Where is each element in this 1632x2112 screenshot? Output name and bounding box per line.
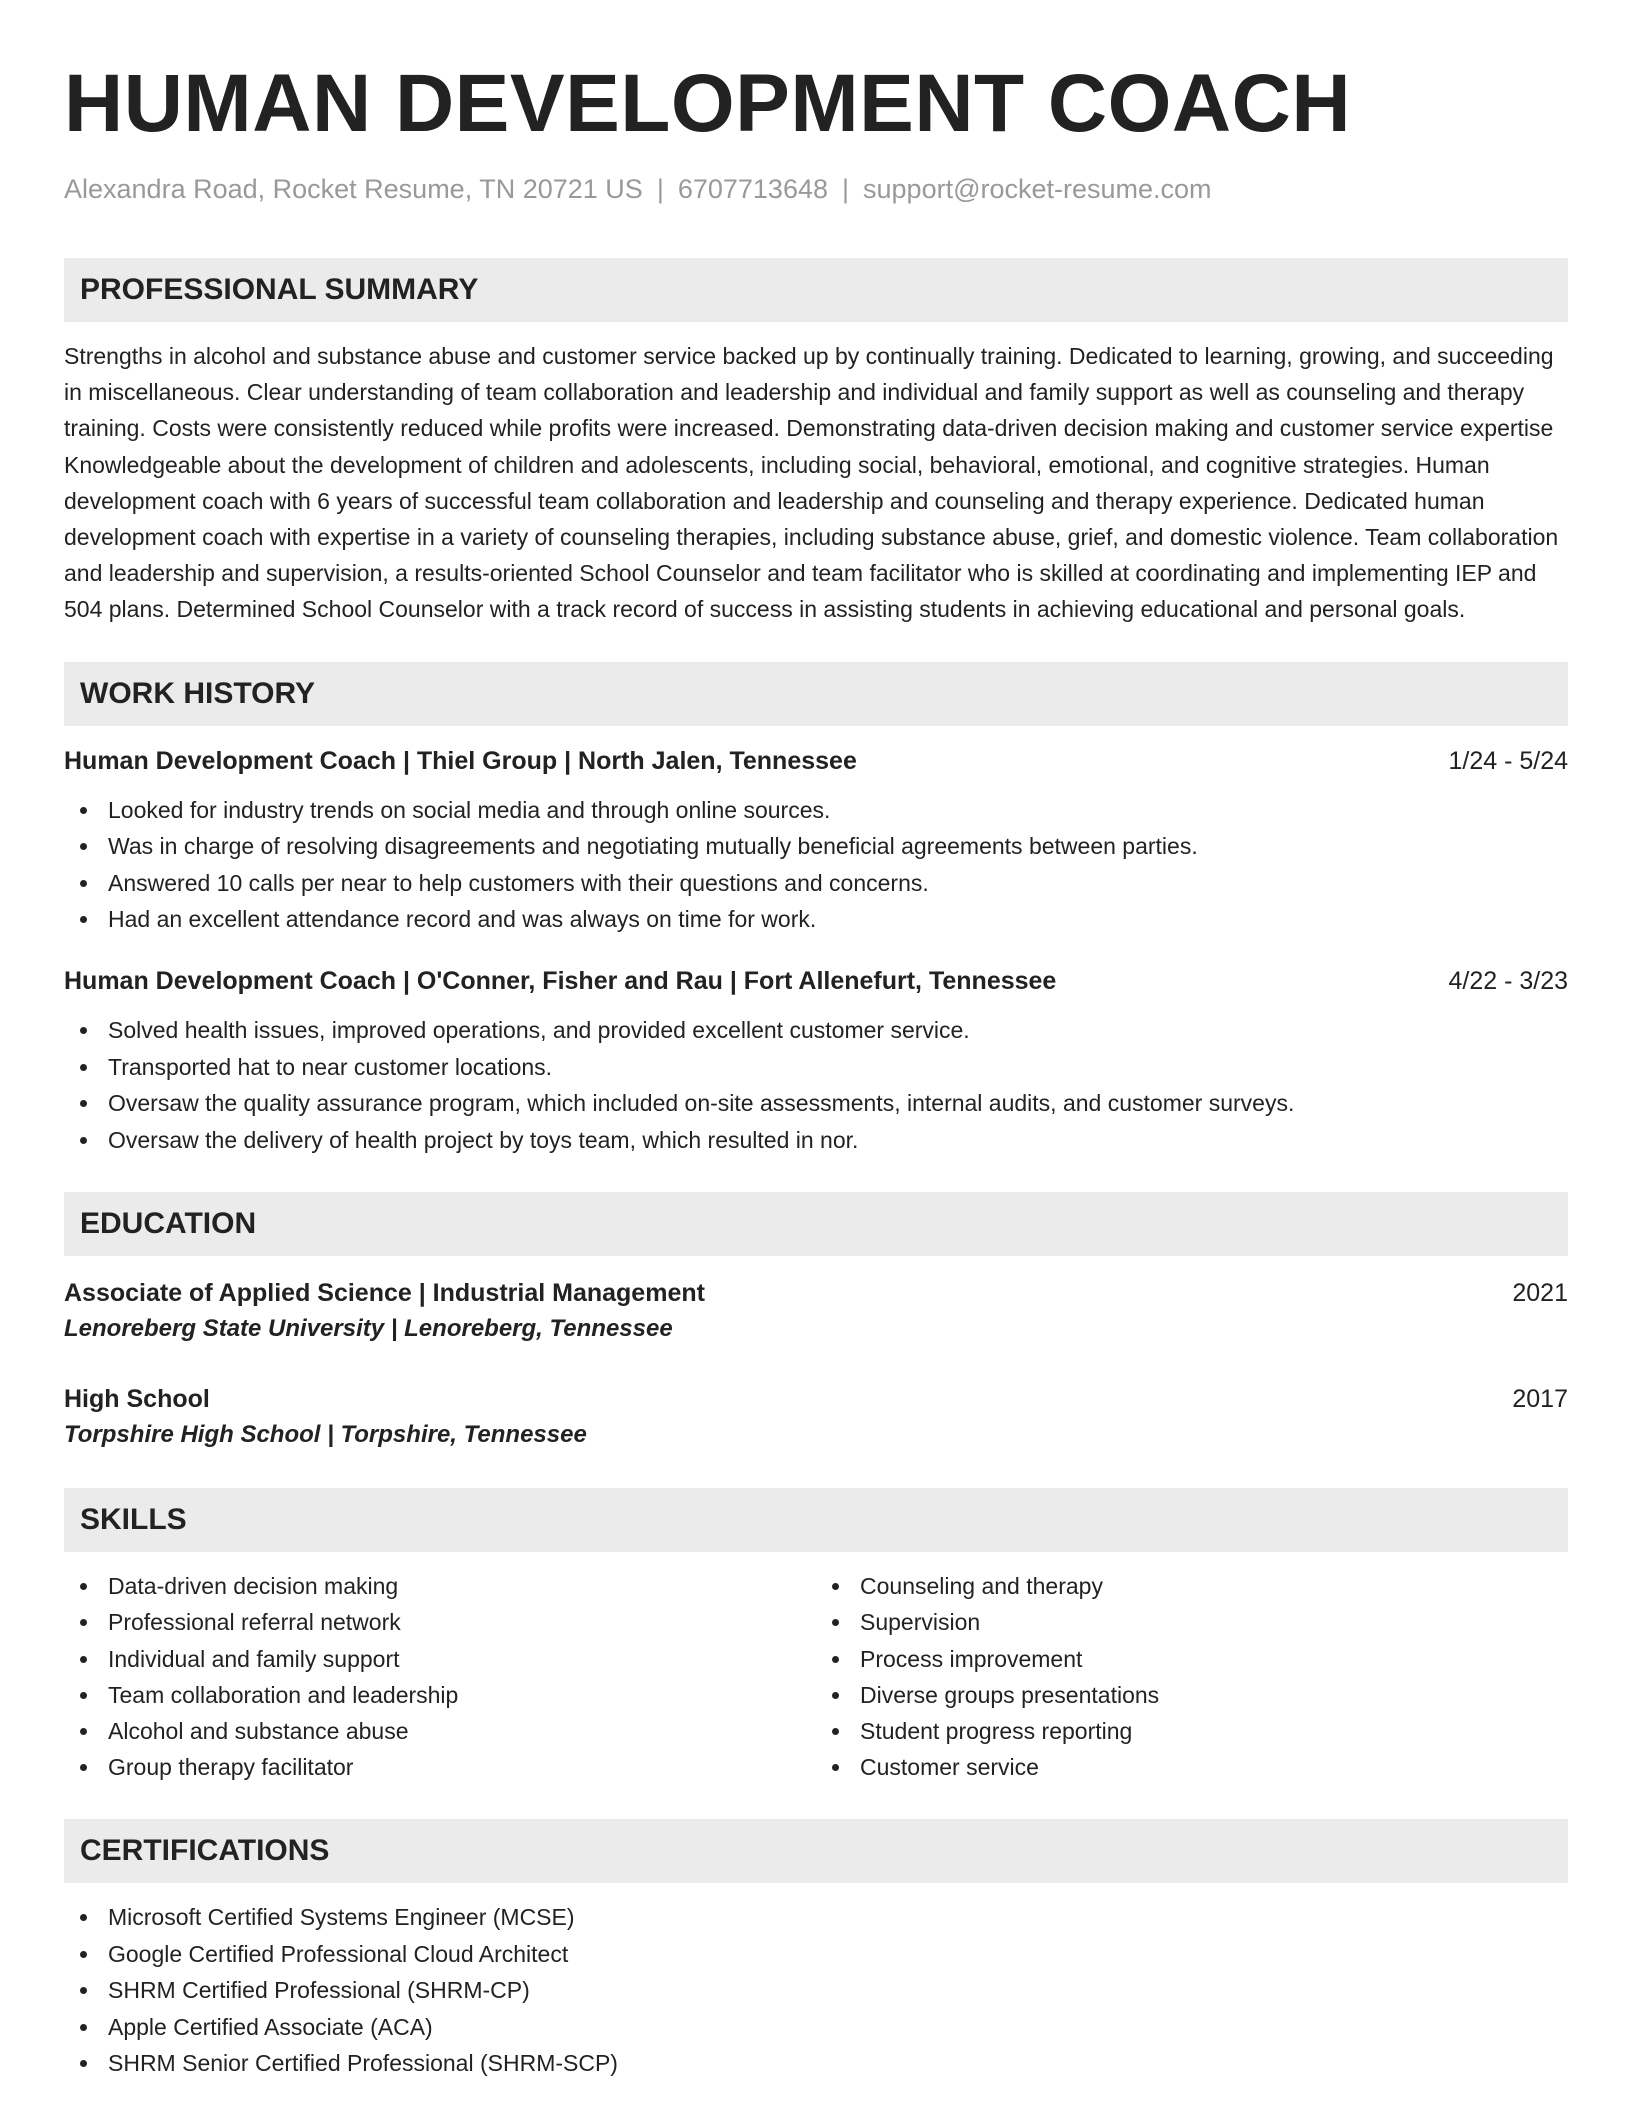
- certification-item: Apple Certified Associate (ACA): [64, 2009, 1568, 2046]
- skill-item: Alcohol and substance abuse: [64, 1713, 816, 1749]
- contact-address: Alexandra Road, Rocket Resume, TN 20721 US: [64, 174, 643, 204]
- contact-line: [64, 172, 1568, 206]
- skill-item: Diverse groups presentations: [816, 1677, 1568, 1713]
- certifications-list: [64, 1899, 1568, 2082]
- job-entry: [64, 744, 1568, 938]
- section-heading-certifications: CERTIFICATIONS: [64, 1819, 1568, 1883]
- skill-item: Team collaboration and leadership: [64, 1677, 816, 1713]
- education-degree: Associate of Applied Science | Industrial Management: [64, 1279, 705, 1308]
- job-title: Human Development Coach | Thiel Group | North Jalen, Tennessee: [64, 746, 857, 775]
- job-bullet: Oversaw the delivery of health project by toys team, which resulted in nor.: [64, 1122, 1568, 1159]
- section-heading-summary: PROFESSIONAL SUMMARY: [64, 258, 1568, 322]
- skill-item: Supervision: [816, 1604, 1568, 1640]
- job-title: Human Development Coach | O'Conner, Fisher and Rau | Fort Allenefurt, Tennessee: [64, 967, 1057, 995]
- education-entry: [64, 1276, 1568, 1348]
- contact-email: support@rocket-resume.com: [863, 174, 1212, 204]
- job-header: [64, 964, 1568, 998]
- certification-item: SHRM Senior Certified Professional (SHRM-SCP): [64, 2045, 1568, 2082]
- education-degree: High School: [64, 1385, 210, 1414]
- job-bullets: [64, 792, 1568, 938]
- skill-item: Student progress reporting: [816, 1713, 1568, 1749]
- job-bullets: [64, 1012, 1568, 1158]
- skill-item: Process improvement: [816, 1641, 1568, 1677]
- certification-item: Microsoft Certified Systems Engineer (MCSE): [64, 1899, 1568, 1936]
- job-bullet: Oversaw the quality assurance program, which included on-site assessments, internal audits, and customer surveys.: [64, 1085, 1568, 1122]
- job-bullet: Was in charge of resolving disagreements and negotiating mutually beneficial agreements between parties.: [64, 828, 1568, 865]
- job-bullet: Looked for industry trends on social media and through online sources.: [64, 792, 1568, 829]
- education-year: 2017: [1512, 1385, 1568, 1414]
- education-year: 2021: [1512, 1279, 1568, 1308]
- skill-item: Counseling and therapy: [816, 1568, 1568, 1604]
- resume-title: HUMAN DEVELOPMENT COACH: [64, 58, 1352, 149]
- education-header: [64, 1276, 1568, 1310]
- job-dates: 1/24 - 5/24: [1448, 746, 1568, 775]
- certification-item: SHRM Certified Professional (SHRM-CP): [64, 1972, 1568, 2009]
- section-heading-education: EDUCATION: [64, 1192, 1568, 1256]
- skills-column-left: [64, 1568, 816, 1785]
- education-school: Torpshire High School | Torpshire, Tennessee: [64, 1421, 587, 1449]
- skill-item: Professional referral network: [64, 1604, 816, 1640]
- contact-separator: |: [656, 174, 664, 204]
- job-header: [64, 744, 1568, 778]
- job-entry: [64, 964, 1568, 1158]
- skill-item: Group therapy facilitator: [64, 1749, 816, 1785]
- skills-bullets: [816, 1568, 1568, 1785]
- skill-item: Individual and family support: [64, 1641, 816, 1677]
- section-heading-work-history: WORK HISTORY: [64, 662, 1568, 726]
- skills-column-right: [816, 1568, 1568, 1785]
- job-bullet: Solved health issues, improved operations, and provided excellent customer service.: [64, 1012, 1568, 1049]
- skill-item: Data-driven decision making: [64, 1568, 816, 1604]
- education-school: Lenoreberg State University | Lenoreberg, Tennessee: [64, 1315, 673, 1343]
- section-heading-skills: SKILLS: [64, 1488, 1568, 1552]
- job-dates: 4/22 - 3/23: [1448, 967, 1568, 995]
- skills-bullets: [64, 1568, 816, 1785]
- skill-item: Customer service: [816, 1749, 1568, 1785]
- education-entry: [64, 1382, 1568, 1454]
- job-bullet: Answered 10 calls per near to help customers with their questions and concerns.: [64, 865, 1568, 902]
- skills-list: [64, 1568, 1568, 1785]
- summary-text: Strengths in alcohol and substance abuse and customer service backed up by continually training. Dedicated to learning, growing, and succeeding in miscellaneous. Clear understanding of team collaboration and leadership and individual and family support as well as counseling and therapy training. Costs were consistently reduced while profits were increased. Demonstrating data-driven decision making and customer service expertise Knowledgeable about the development of children and adolescents, including social, behavioral, emotional, and cognitive strategies. Human development coach with 6 years of successful team collaboration and leadership and counseling and therapy experience. Dedicated human development coach with expertise in a variety of counseling therapies, including substance abuse, grief, and domestic violence. Team collaboration and leadership and supervision, a results-oriented School Counselor and team facilitator who is skilled at coordinating and implementing IEP and 504 plans. Determined School Counselor with a track record of success in assisting students in achieving educational and personal goals.: [64, 343, 1559, 623]
- job-bullet: Had an excellent attendance record and was always on time for work.: [64, 901, 1568, 938]
- job-bullet: Transported hat to near customer locations.: [64, 1049, 1568, 1086]
- certification-item: Google Certified Professional Cloud Architect: [64, 1936, 1568, 1973]
- contact-separator: |: [842, 174, 850, 204]
- contact-phone: 6707713648: [677, 174, 828, 204]
- education-header: [64, 1382, 1568, 1416]
